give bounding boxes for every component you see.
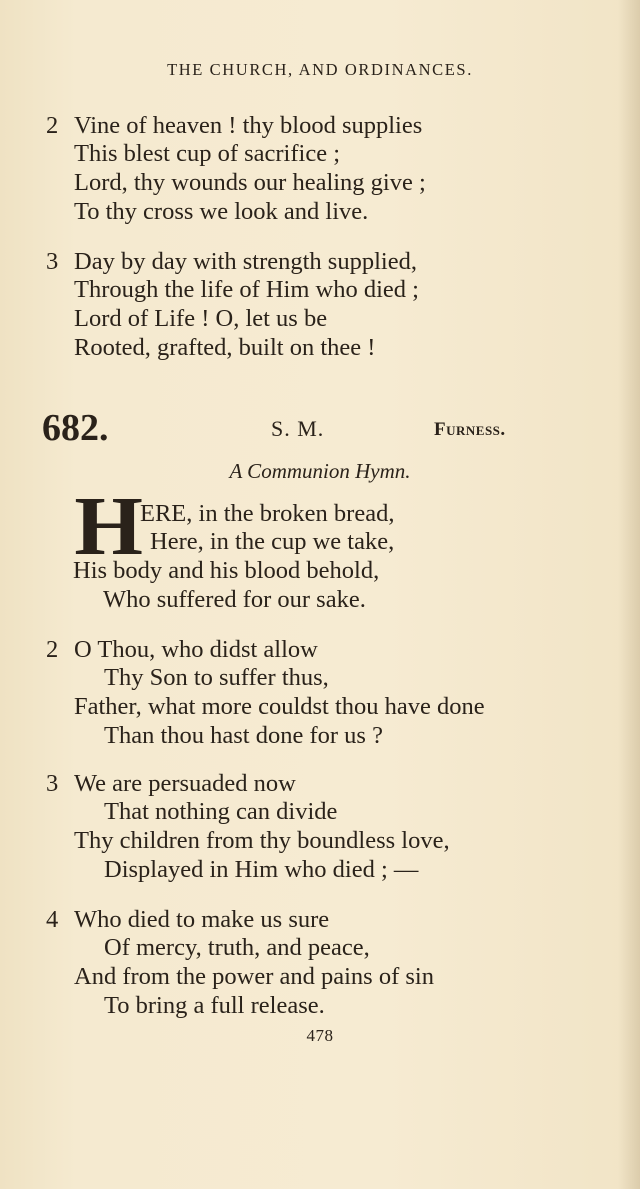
stanza-line: Father, what more couldst thou have done xyxy=(74,693,485,720)
hymn-title: A Communion Hymn. xyxy=(229,459,411,483)
page-number: 478 xyxy=(306,1026,334,1045)
stanza-line: Who died to make us sure xyxy=(74,906,330,933)
stanza-line: And from the power and pains of sin xyxy=(74,963,434,990)
hymn-number: 682. xyxy=(42,407,109,449)
stanza-line: Thy children from thy boundless love, xyxy=(74,827,450,854)
stanza-line: This blest cup of sacrifice ; xyxy=(74,140,341,167)
stanza-line: Thy Son to suffer thus, xyxy=(104,664,329,691)
stanza-line: ERE, in the broken bread, xyxy=(140,500,395,527)
stanza-line: That nothing can divide xyxy=(104,798,338,825)
stanza-number: 4 xyxy=(46,906,59,933)
hymn-tune: Furness. xyxy=(434,419,506,440)
stanza-line: To thy cross we look and live. xyxy=(74,198,369,225)
stanza-line: Than thou hast done for us ? xyxy=(104,722,383,749)
hymn-meter: S. M. xyxy=(271,416,325,441)
stanza-number: 3 xyxy=(46,770,59,797)
stanza-number: 3 xyxy=(46,248,59,275)
stanza-line: Of mercy, truth, and peace, xyxy=(104,934,370,961)
stanza-line: Vine of heaven ! thy blood supplies xyxy=(74,112,423,139)
stanza-line: Rooted, grafted, built on thee ! xyxy=(74,334,376,361)
stanza-number: 2 xyxy=(46,636,59,663)
stanza-line: We are persuaded now xyxy=(74,770,296,797)
stanza-line: Here, in the cup we take, xyxy=(150,528,395,555)
stanza-line: Lord of Life ! O, let us be xyxy=(74,305,328,332)
stanza-line: Lord, thy wounds our healing give ; xyxy=(74,169,426,196)
running-head: THE CHURCH, AND ORDINANCES. xyxy=(167,60,473,79)
stanza-line: To bring a full release. xyxy=(104,992,325,1019)
stanza-line: Through the life of Him who died ; xyxy=(74,276,419,303)
drop-cap: H xyxy=(74,480,143,573)
stanza-line: Displayed in Him who died ; — xyxy=(104,856,419,883)
stanza-line: Day by day with strength supplied, xyxy=(74,248,417,275)
stanza-line: His body and his blood behold, xyxy=(73,557,380,584)
stanza-line: Who suffered for our sake. xyxy=(103,586,366,613)
stanza-line: O Thou, who didst allow xyxy=(74,636,318,663)
stanza-number: 2 xyxy=(46,112,59,139)
